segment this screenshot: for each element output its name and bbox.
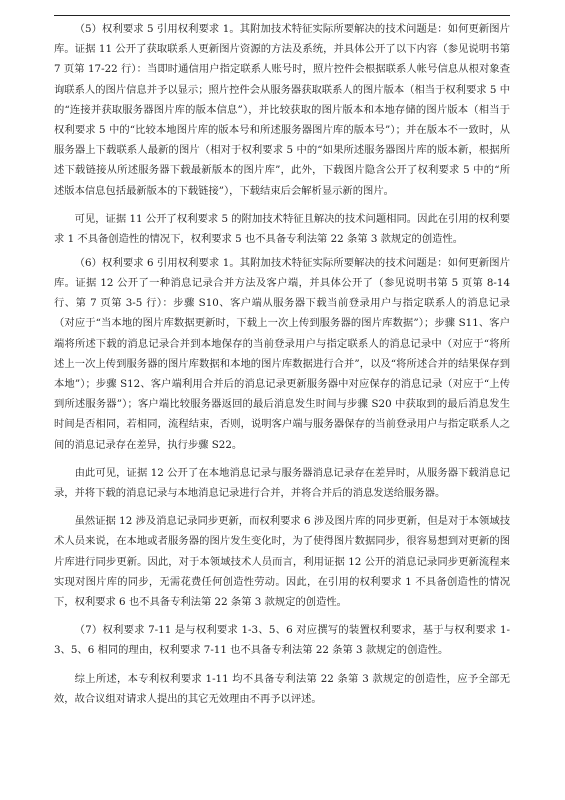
paragraph-claim-5-conclusion: 可见，证据 11 公开了权利要求 5 的附加技术特征且解决的技术问题相同。因此在引用的权利要求 1 不具备创造性的情况下，权利要求 5 也不具备专利法第 22 条第 3 款规定的创造性。 [54,212,510,246]
paragraph-final-conclusion: 综上所述，本专利权利要求 1-11 均不具备专利法第 22 条第 3 款规定的创造性，应予全部无效，故合议组对请求人提出的其它无效理由不再予以评述。 [54,672,510,705]
paragraph-claim-6: （6）权利要求 6 引用权利要求 1。其附加技术特征实际所要解决的技术问题是：如何更新图片库。证据 12 公开了一种消息记录合并方法及客户端，并具体公开了（参见说明书第 5 页第 8-14 行、第 7 页第 3-5 行）：步骤 S10、客户端从服务器下载当前登录用户与指定联系人的消息记录（对应于“当本地的图片库数据更新时，下载上一次上传到服务器的图片库数据”）；步骤 S11、客户端将所述下载的消息记录合并到本地保存的当前登录用户与指定联系人的消息记录中（对应于“将所述上一次上传到服务器的图片库数据和本地的图片库数据进行合并”，以及“将所述合并的结果保存到本地”）；步骤 S12、客户端利用合并后的消息记录更新服务器中对应保存的消息记录（对应于“上传到所述服务器”）；客户端比较服务器返回的最后消息发生时间与步骤 S20 中获取到的最后消息发生时间是否相同，若相同，流程结束，否则，说明客户端与服务器保存的当前登录用户与指定联系人之间的消息记录存在差异，执行步骤 S22。 [54,256,510,451]
paragraph-claims-7-11: （7）权利要求 7-11 是与权利要求 1-3、5、6 对应撰写的装置权利要求，基于与权利要求 1-3、5、6 相同的理由，权利要求 7-11 也不具备专利法第 22 条第 3 款规定的创造性。 [54,624,510,657]
document-body [54,19,510,713]
paragraph-claim-5: （5）权利要求 5 引用权利要求 1。其附加技术特征实际所要解决的技术问题是：如何更新图片库。证据 11 公开了获取联系人更新图片资源的方法及系统，并具体公开了以下内容（参见说明书第 7 页第 17-22 行）：当即时通信用户指定联系人账号时，照片控件会根据联系人帐号信息从根对象查询联系人的图片信息并予以显示；照片控件会从服务器获取联系人的图片版本（相当于权利要求 5 中的“连接并获取服务器图片库的版本信息”），并比较获取的图片版本和本地存储的图片版本（相当于权利要求 5 中的“比较本地图片库的版本号和所述服务器图片库的版本号”）；并在版本不一致时，从服务器上下载联系人最新的图片（相对于权利要求 5 中的“如果所述服务器图片库的版本新，根据所述下载链接从所述服务器下载最新版本的图片库”，此外，下载图片隐含公开了权利要求 5 中的“所述版本信息包括最新版本的下载链接”），下载结束后会解析显示新的图片。 [54,23,510,197]
header-rule [54,15,510,16]
paragraph-evidence-12-summary: 由此可见，证据 12 公开了在本地消息记录与服务器消息记录存在差异时，从服务器下载消息记录，并将下载的消息记录与本地消息记录进行合并，并将合并后的消息发送给服务器。 [54,466,510,499]
paragraph-claim-6-conclusion: 虽然证据 12 涉及消息记录同步更新，而权利要求 6 涉及图片库的同步更新，但是对于本领域技术人员来说，在本地或者服务器的图片发生变化时，为了使得图片数据同步，很容易想到对更新的图片库进行同步更新。因此，对于本领域技术人员而言，利用证据 12 公开的消息记录同步更新流程来实现对图片库的同步，无需花费任何创造性劳动。因此，在引用的权利要求 1 不具备创造性的情况下，权利要求 6 也不具备专利法第 22 条第 3 款规定的创造性。 [54,515,510,608]
